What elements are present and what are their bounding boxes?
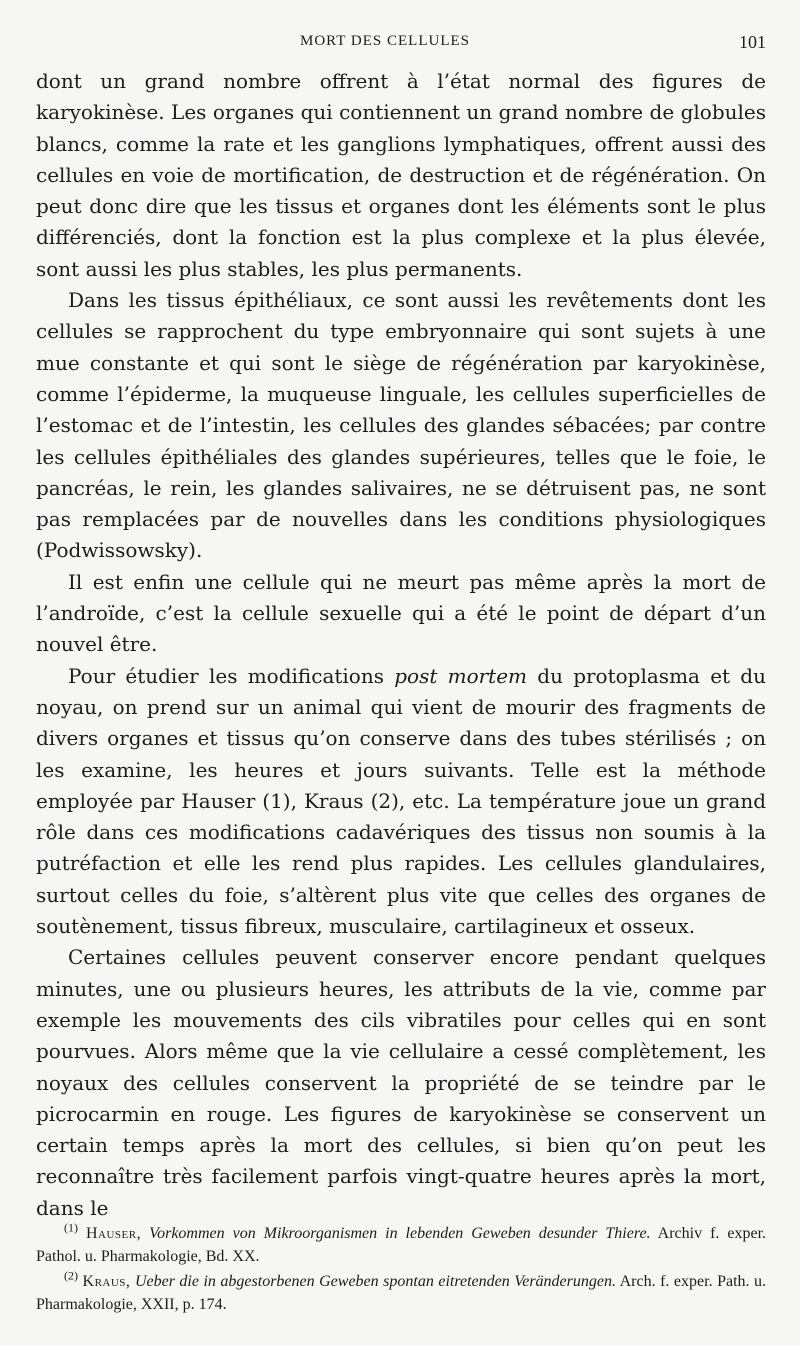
- body-text: [36, 66, 766, 1224]
- footnote-title: Vorkommen von Mikroorganismen in lebenden Geweben desunder Thiere.: [149, 1225, 651, 1242]
- running-title: MORT DES CELLULES: [300, 33, 470, 49]
- paragraph-continuation: dont un grand nombre offrent à l’état normal des figures de karyokinèse. Les organes qui contiennent un grand nombre de globules blancs, comme la rate et les ganglions lymphatiques, offrent aussi des cellules en voie de mortification, de destruction et de régénération. On peut donc dire que les tissus et organes dont les éléments sont le plus différenciés, dont la fonction est la plus complexe et la plus élevée, sont aussi les plus stables, les plus permanents.: [36, 69, 766, 281]
- footnote-marker: (1): [64, 1220, 78, 1235]
- footnote-reference: Archiv f. exper. Pathol. u. Pharmakologie, Bd. XX.: [36, 1225, 767, 1265]
- footnote-kraus: [36, 1270, 766, 1316]
- paragraph-sexual-cell: Il est enfin une cellule qui ne meurt pas même après la mort de l’androïde, c’est la cellule sexuelle qui a été le point de départ d’un nouvel être.: [36, 569, 766, 657]
- footnote-hauser: [36, 1222, 766, 1268]
- paragraph-epithelial-tissues: Dans les tissus épithéliaux, ce sont aussi les revêtements dont les cellules se rapprochent du type embryonnaire qui sont sujets à une mue constante et qui sont le siège de régénération par karyokinèse, comme l’épiderme, la muqueuse linguale, les cellules superficielles de l’estomac et de l’intestin, les cellules des glandes sébacées; par contre les cellules épithéliales des glandes supérieures, telles que le foie, le pancréas, le rein, les glandes salivaires, ne se détruisent pas, ne sont pas remplacées par de nouvelles dans les conditions physiologiques (Podwissowsky).: [36, 288, 766, 563]
- paragraph-cell-survival: Certaines cellules peuvent conserver encore pendant quelques minutes, une ou plusieurs heures, les attributs de la vie, comme par exemple les mouvements des cils vibratiles pour celles qui en sont pourvues. Alors même que la vie cellulaire a cessé complètement, les noyaux des cellules conservent la propriété de se teindre par le picrocarmin en rouge. Les figures de karyokinèse se conservent un certain temps après la mort des cellules, si bien qu’on peut les reconnaître très facilement parfois vingt-quatre heures après la mort, dans le: [36, 945, 766, 1220]
- footnote-author: Kraus,: [82, 1273, 131, 1290]
- footnote-reference: Arch. f. exper. Path. u. Pharmakologie, XXII, p. 174.: [36, 1273, 767, 1313]
- footnote-author: Hauser,: [85, 1225, 142, 1242]
- page-number: 101: [739, 32, 766, 52]
- italic-term-post-mortem: post mortem: [394, 663, 528, 688]
- paragraph-post-mortem: [36, 661, 766, 943]
- footnotes: [36, 1222, 766, 1318]
- paragraph-post-mortem-start: Pour étudier les modifications: [68, 663, 395, 688]
- paragraph-post-mortem-rest: du protoplasma et du noyau, on prend sur un animal qui vient de mourir des fragments de divers organes et tissus qu’on conserve dans des tubes stérilisés ; on les examine, les heures et jours suivants. Telle est la méthode employée par Hauser (1), Kraus (2), etc. La température joue un grand rôle dans ces modifications cadavériques des tissus non soumis à la putréfaction et elle les rend plus rapides. Les cellules glandulaires, surtout celles du foie, s’altèrent plus vite que celles des organes de soutènement, tissus fibreux, musculaire, cartilagineux et osseux.: [36, 663, 766, 939]
- footnote-title: Ueber die in abgestorbenen Geweben spontan eitretenden Veränderungen.: [134, 1273, 616, 1290]
- running-head: [0, 30, 800, 58]
- footnote-marker: (2): [64, 1268, 78, 1283]
